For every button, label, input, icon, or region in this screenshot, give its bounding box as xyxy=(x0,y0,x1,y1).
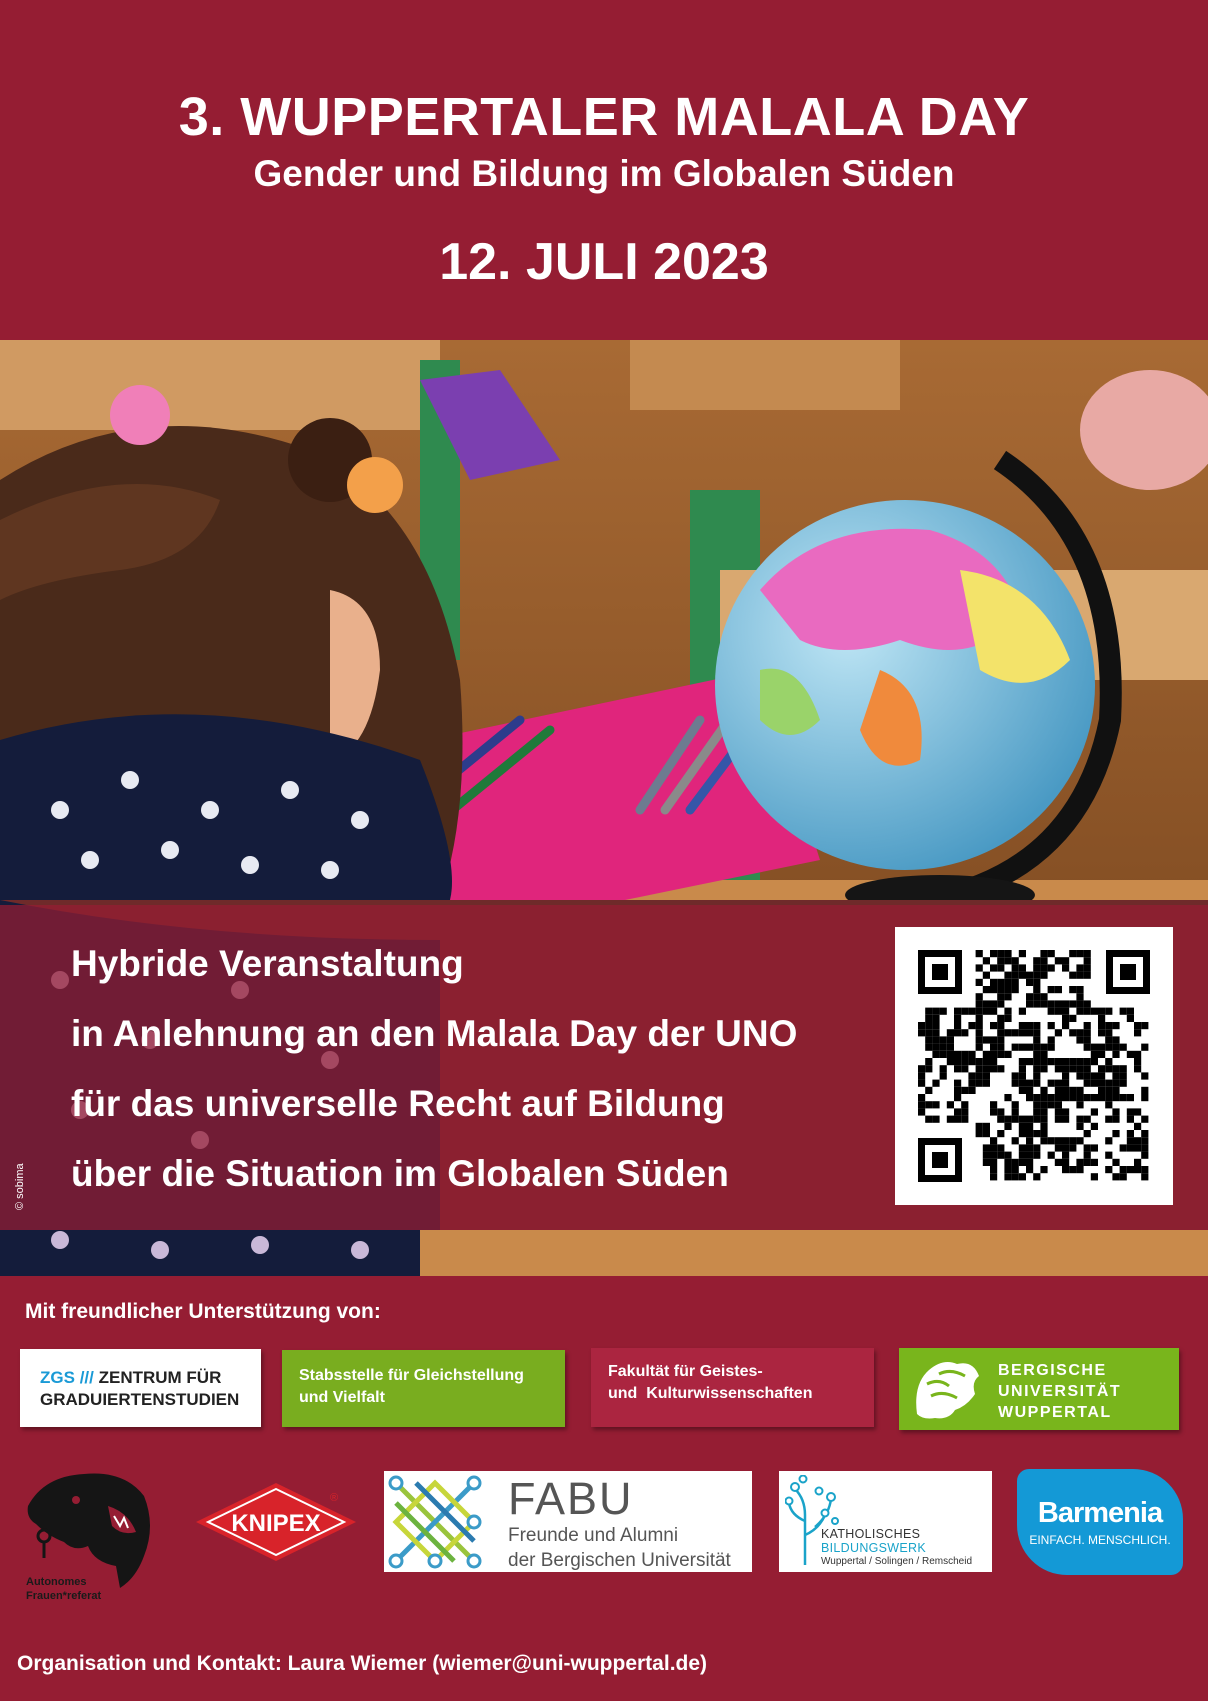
kbw-logo[interactable] xyxy=(779,1471,992,1572)
fakultaet-line2: und Kulturwissenschaften xyxy=(608,1385,813,1402)
frauenreferat-line1: Autonomes xyxy=(26,1576,87,1588)
buw-line2: UNIVERSITÄT xyxy=(998,1383,1122,1400)
zgs-line1: ZENTRUM FÜR xyxy=(98,1368,222,1387)
description-line-4: über die Situation im Globalen Süden xyxy=(71,1153,729,1194)
panther-icon xyxy=(24,1466,154,1591)
barmenia-name: Barmenia xyxy=(1037,1497,1163,1529)
buw-line1: BERGISCHE xyxy=(998,1362,1107,1379)
header xyxy=(0,0,1208,340)
buw-line3: WUPPERTAL xyxy=(998,1404,1112,1421)
description-line-1: Hybride Veranstaltung xyxy=(71,943,464,984)
description-line-3: für das universelle Recht auf Bildung xyxy=(71,1083,725,1124)
knipex-name: KNIPEX xyxy=(231,1510,321,1537)
event-title: 3. WUPPERTALER MALALA DAY xyxy=(178,87,1030,147)
frauenreferat-line2: Frauen*referat xyxy=(26,1590,102,1602)
kbw-line1: KATHOLISCHES xyxy=(821,1527,921,1541)
barmenia-logo[interactable] xyxy=(1017,1469,1183,1575)
fabu-name: FABU xyxy=(508,1473,634,1524)
lion-icon xyxy=(909,1354,985,1424)
fabu-logo[interactable] xyxy=(384,1471,752,1572)
contact-footer: Organisation und Kontakt: Laura Wiemer (wiemer@uni-wuppertal.de) xyxy=(17,1652,708,1675)
zgs-prefix: ZGS xyxy=(40,1368,75,1387)
description-line-2: in Anlehnung an den Malala Day der UNO xyxy=(71,1013,798,1054)
kbw-line2: BILDUNGSWERK xyxy=(821,1541,927,1555)
knipex-mark: ® xyxy=(330,1492,339,1504)
photo-credit: © sobima xyxy=(14,1163,26,1210)
sponsor-bergische-universitaet[interactable] xyxy=(899,1348,1179,1430)
fabu-knot-icon xyxy=(386,1473,484,1571)
barmenia-slogan: EINFACH. MENSCHLICH. xyxy=(1029,1533,1171,1547)
fabu-line1: Freunde und Alumni xyxy=(508,1525,679,1546)
zgs-line2: GRADUIERTENSTUDIEN xyxy=(40,1390,240,1409)
sponsor-stabsstelle[interactable] xyxy=(282,1350,565,1427)
stabsstelle-line1: Stabsstelle für Gleichstellung xyxy=(299,1367,524,1384)
stabsstelle-line2: und Vielfalt xyxy=(299,1389,385,1406)
kbw-line3: Wuppertal / Solingen / Remscheid xyxy=(821,1556,973,1567)
frauenreferat-label xyxy=(26,1575,101,1603)
knipex-logo[interactable] xyxy=(194,1481,364,1568)
zgs-slashes: /// xyxy=(79,1368,94,1387)
event-subtitle: Gender und Bildung im Globalen Süden xyxy=(253,153,955,194)
fakultaet-line1: Fakultät für Geistes- xyxy=(608,1363,763,1380)
fabu-line2: der Bergischen Universität xyxy=(508,1550,731,1571)
sponsor-fakultaet[interactable] xyxy=(591,1348,874,1427)
support-label: Mit freundlicher Unterstützung von: xyxy=(25,1300,381,1323)
event-date: 12. JULI 2023 xyxy=(439,233,769,291)
qr-code[interactable] xyxy=(895,927,1173,1205)
sponsor-zgs[interactable] xyxy=(20,1349,261,1427)
